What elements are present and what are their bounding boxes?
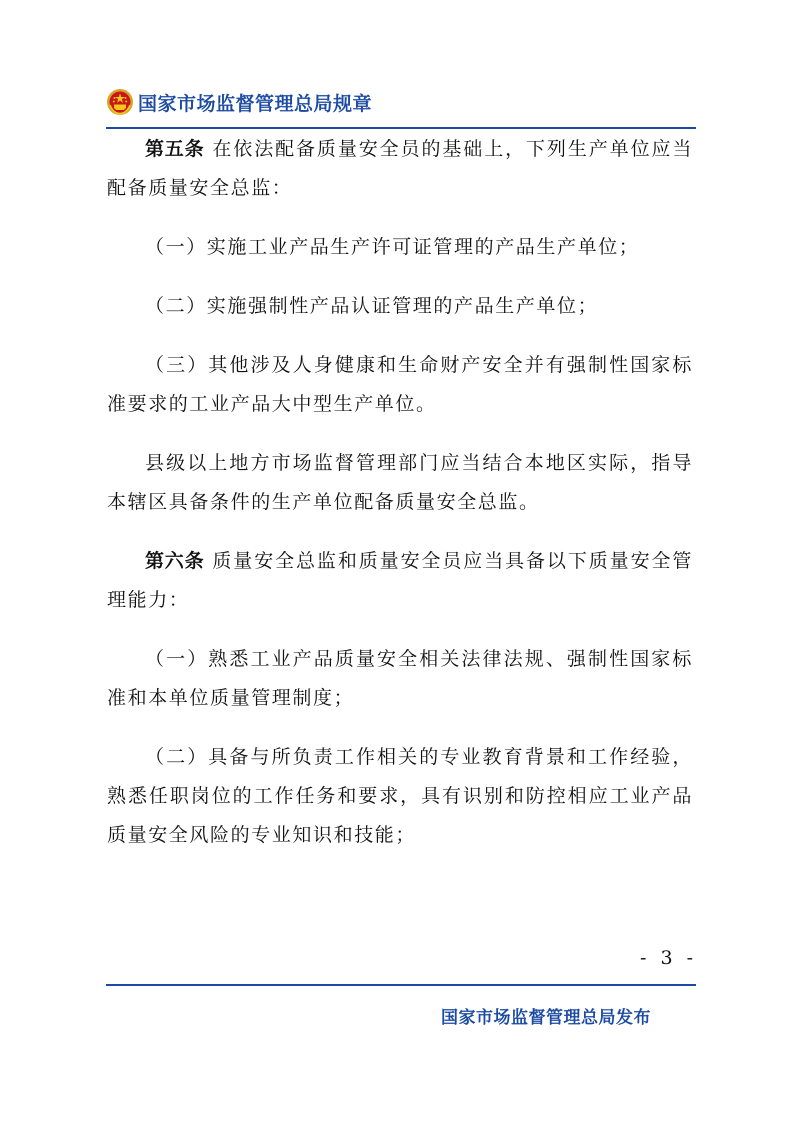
- article-5-label: 第五条: [145, 138, 205, 160]
- article-6-label: 第六条: [145, 550, 205, 572]
- article-5-paragraph: [107, 130, 693, 208]
- header-divider: [106, 127, 696, 129]
- article-5-item-2: （二）实施强制性产品认证管理的产品生产单位；: [145, 295, 599, 317]
- footer-divider: [106, 984, 696, 986]
- article-6-paragraph: [107, 542, 693, 620]
- footer-publisher: 国家市场监督管理总局发布: [441, 1008, 651, 1028]
- page-header: [106, 84, 696, 120]
- article-6-text: 质量安全总监和质量安全员应当具备以下质量安全管理能力：: [107, 550, 693, 611]
- article-5-paragraph-2: 县级以上地方市场监督管理部门应当结合本地区实际，指导本辖区具备条件的生产单位配备质量安全总监。: [107, 452, 693, 513]
- header-title: 国家市场监督管理总局规章: [138, 93, 373, 115]
- article-5-text: 在依法配备质量安全员的基础上，下列生产单位应当配备质量安全总监：: [107, 138, 693, 199]
- article-6-item-1: （一）熟悉工业产品质量安全相关法律法规、强制性国家标准和本单位质量管理制度；: [107, 648, 693, 709]
- article-5-item-1: （一）实施工业产品生产许可证管理的产品生产单位；: [145, 236, 640, 258]
- article-5-item-3: （三）其他涉及人身健康和生命财产安全并有强制性国家标准要求的工业产品大中型生产单位。: [107, 354, 693, 415]
- national-emblem-icon: [106, 88, 134, 116]
- article-6-item-2: （二）具备与所负责工作相关的专业教育背景和工作经验，熟悉任职岗位的工作任务和要求，具有识别和防控相应工业产品质量安全风险的专业知识和技能；: [107, 746, 693, 846]
- page-number: - 3 -: [640, 947, 698, 969]
- document-body: [107, 130, 693, 855]
